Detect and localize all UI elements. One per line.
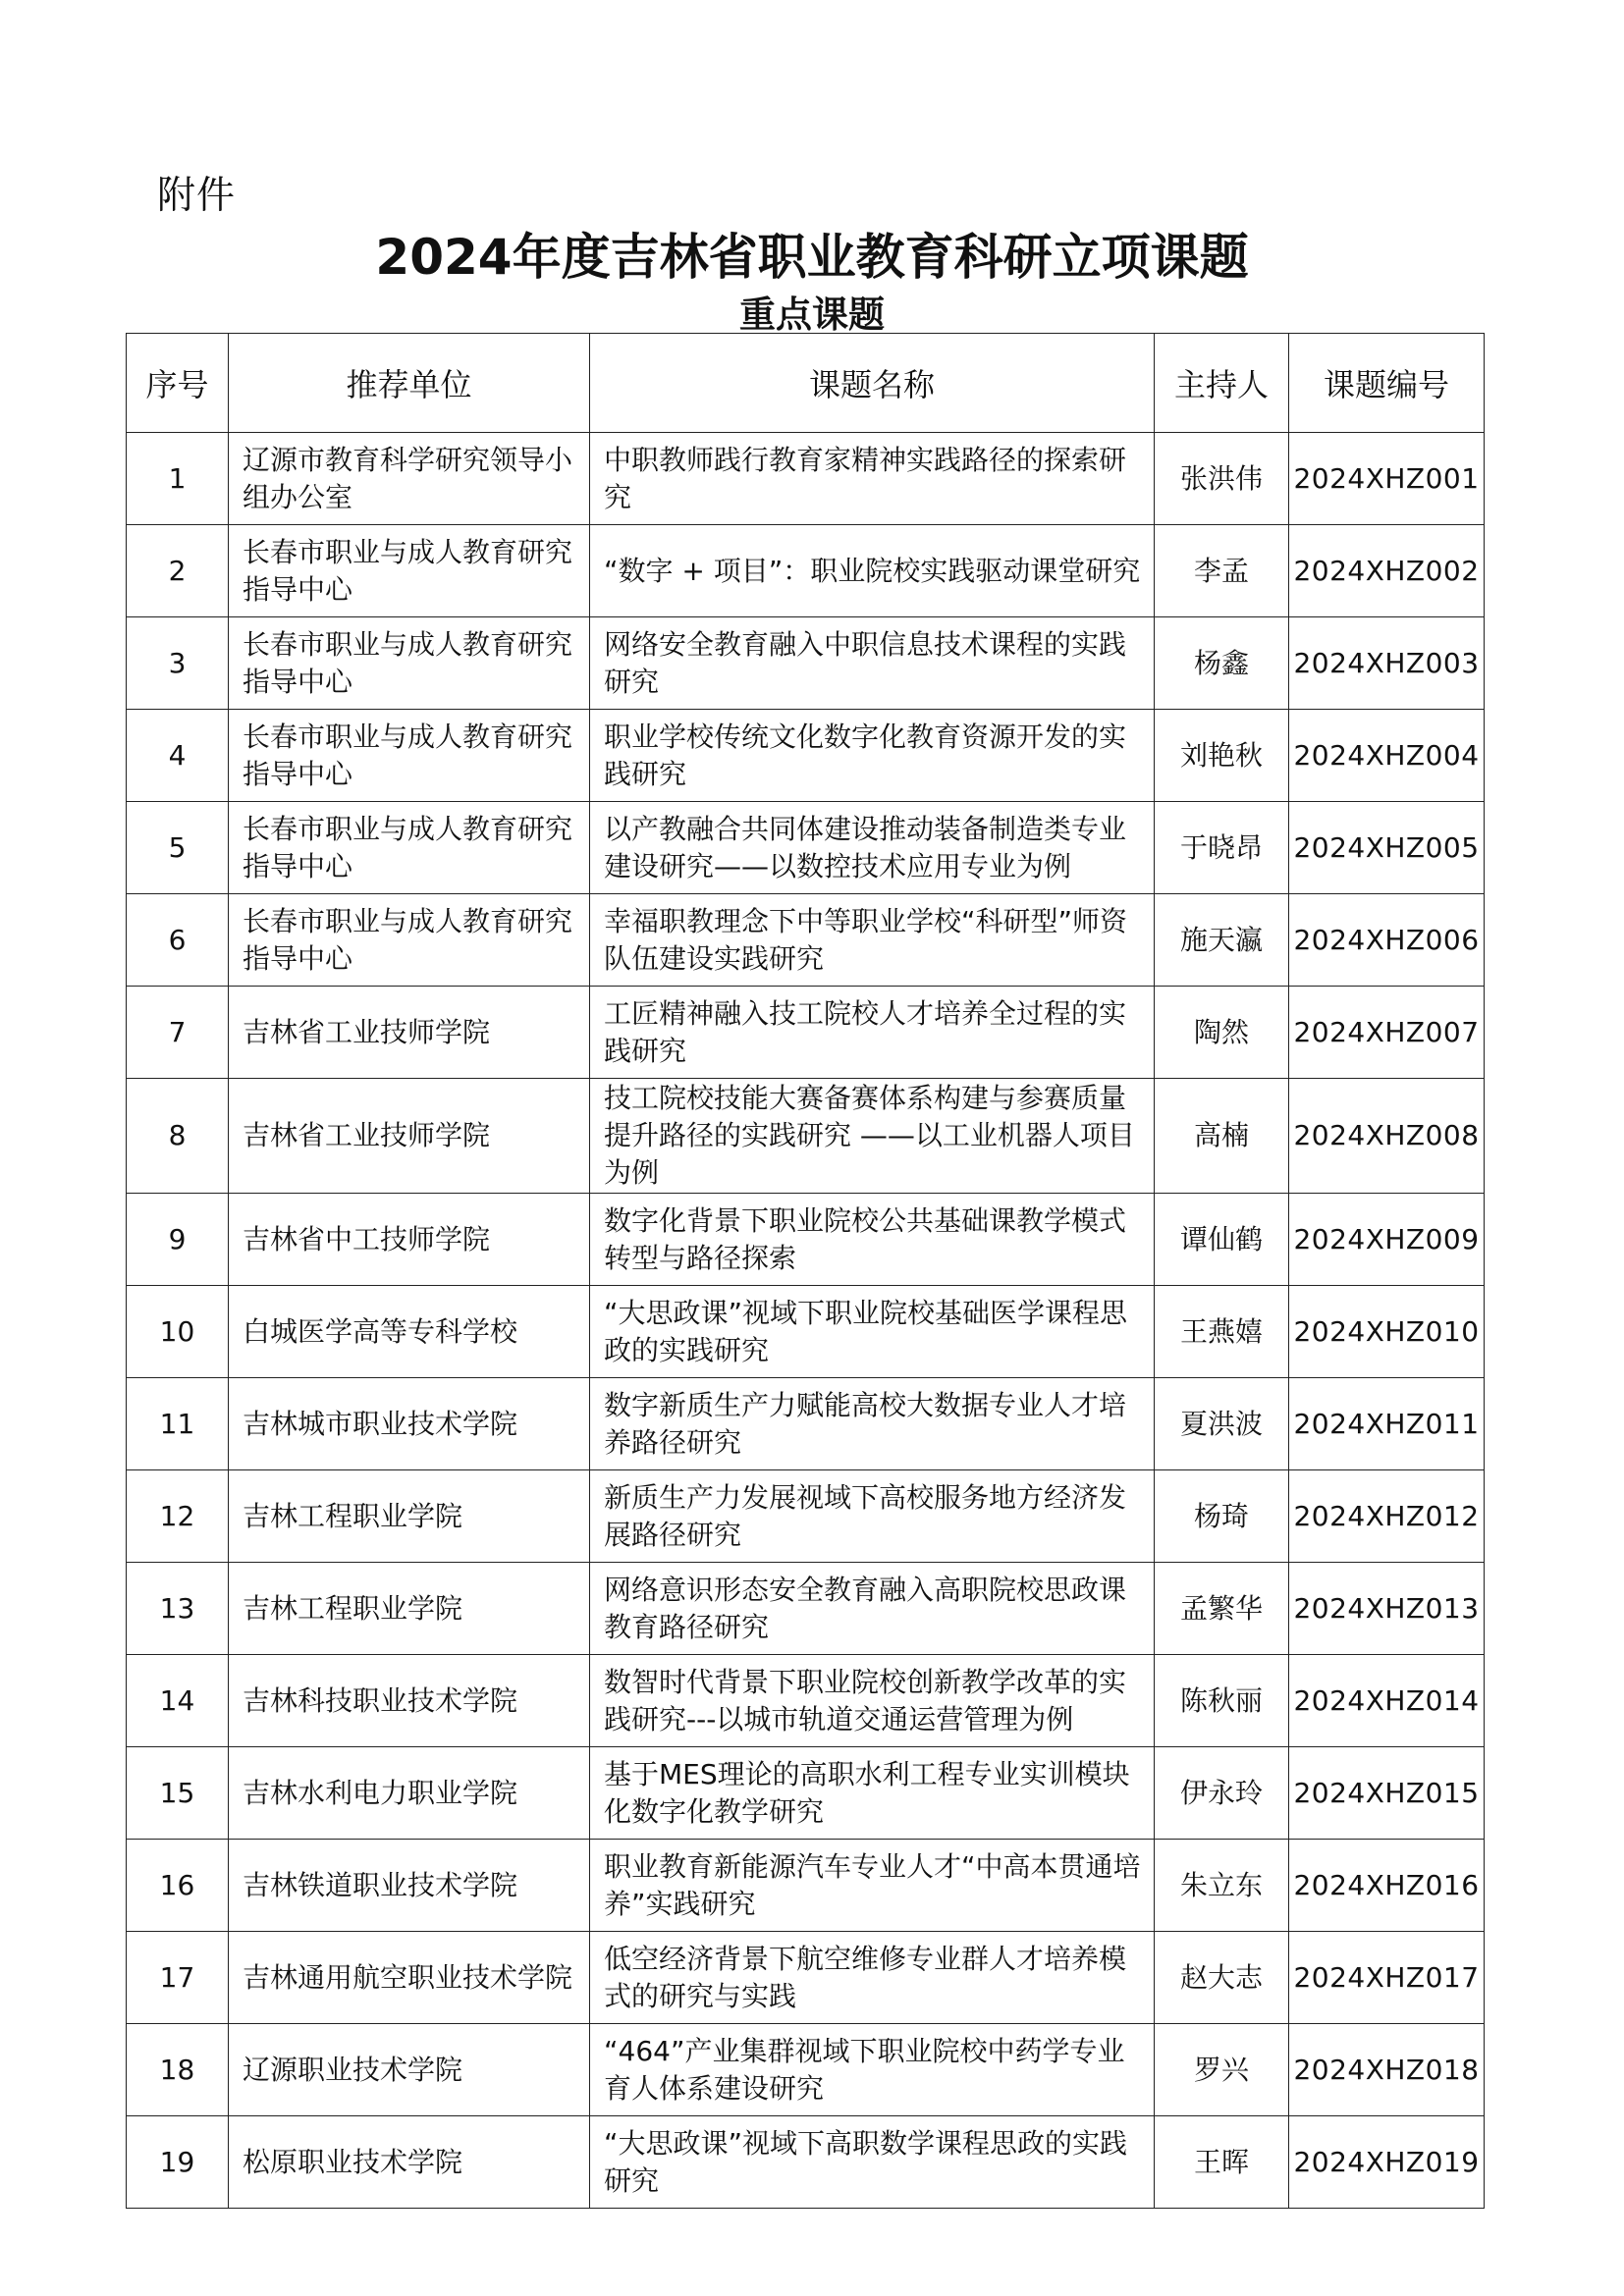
table-row bbox=[127, 1747, 1485, 1840]
attachment-label: 附件 bbox=[157, 174, 237, 218]
table-row bbox=[127, 2024, 1485, 2116]
header-name: 课题名称 bbox=[590, 334, 1155, 433]
table-row bbox=[127, 1655, 1485, 1747]
project-title: 幸福职教理念下中等职业学校“科研型”师资队伍建设实践研究 bbox=[590, 894, 1155, 987]
project-code: 2024XHZ014 bbox=[1289, 1655, 1485, 1747]
project-title: 数字新质生产力赋能高校大数据专业人才培养路径研究 bbox=[590, 1378, 1155, 1470]
project-host: 杨鑫 bbox=[1155, 617, 1289, 710]
table-row bbox=[127, 1378, 1485, 1470]
table-row bbox=[127, 1079, 1485, 1194]
project-host: 李孟 bbox=[1155, 525, 1289, 617]
project-code: 2024XHZ010 bbox=[1289, 1286, 1485, 1378]
recommending-unit: 吉林省工业技师学院 bbox=[229, 987, 590, 1079]
row-number: 7 bbox=[127, 987, 229, 1079]
row-number: 17 bbox=[127, 1932, 229, 2024]
row-number: 13 bbox=[127, 1563, 229, 1655]
recommending-unit: 吉林城市职业技术学院 bbox=[229, 1378, 590, 1470]
project-title: 中职教师践行教育家精神实践路径的探索研究 bbox=[590, 433, 1155, 525]
table-row bbox=[127, 710, 1485, 802]
row-number: 8 bbox=[127, 1079, 229, 1194]
recommending-unit: 辽源职业技术学院 bbox=[229, 2024, 590, 2116]
project-host: 王燕嬉 bbox=[1155, 1286, 1289, 1378]
project-title: 网络安全教育融入中职信息技术课程的实践研究 bbox=[590, 617, 1155, 710]
project-code: 2024XHZ006 bbox=[1289, 894, 1485, 987]
project-title: “数字 + 项目”：职业院校实践驱动课堂研究 bbox=[590, 525, 1155, 617]
project-code: 2024XHZ005 bbox=[1289, 802, 1485, 894]
header-num: 序号 bbox=[127, 334, 229, 433]
project-code: 2024XHZ009 bbox=[1289, 1194, 1485, 1286]
project-title: “464”产业集群视域下职业院校中药学专业育人体系建设研究 bbox=[590, 2024, 1155, 2116]
recommending-unit: 长春市职业与成人教育研究指导中心 bbox=[229, 617, 590, 710]
project-code: 2024XHZ001 bbox=[1289, 433, 1485, 525]
project-title: 低空经济背景下航空维修专业群人才培养模式的研究与实践 bbox=[590, 1932, 1155, 2024]
table-row bbox=[127, 1286, 1485, 1378]
row-number: 1 bbox=[127, 433, 229, 525]
project-host: 刘艳秋 bbox=[1155, 710, 1289, 802]
recommending-unit: 辽源市教育科学研究领导小组办公室 bbox=[229, 433, 590, 525]
row-number: 9 bbox=[127, 1194, 229, 1286]
table-row bbox=[127, 1932, 1485, 2024]
project-host: 夏洪波 bbox=[1155, 1378, 1289, 1470]
project-code: 2024XHZ017 bbox=[1289, 1932, 1485, 2024]
recommending-unit: 吉林科技职业技术学院 bbox=[229, 1655, 590, 1747]
project-title: 职业学校传统文化数字化教育资源开发的实践研究 bbox=[590, 710, 1155, 802]
project-host: 王晖 bbox=[1155, 2116, 1289, 2209]
table-header bbox=[127, 334, 1485, 433]
project-title: 网络意识形态安全教育融入高职院校思政课教育路径研究 bbox=[590, 1563, 1155, 1655]
recommending-unit: 吉林省工业技师学院 bbox=[229, 1079, 590, 1194]
table-row bbox=[127, 802, 1485, 894]
table-row bbox=[127, 894, 1485, 987]
project-code: 2024XHZ016 bbox=[1289, 1840, 1485, 1932]
project-code: 2024XHZ004 bbox=[1289, 710, 1485, 802]
project-code: 2024XHZ019 bbox=[1289, 2116, 1485, 2209]
recommending-unit: 吉林工程职业学院 bbox=[229, 1563, 590, 1655]
row-number: 12 bbox=[127, 1470, 229, 1563]
row-number: 18 bbox=[127, 2024, 229, 2116]
project-title: 以产教融合共同体建设推动装备制造类专业建设研究——以数控技术应用专业为例 bbox=[590, 802, 1155, 894]
project-host: 朱立东 bbox=[1155, 1840, 1289, 1932]
project-title: “大思政课”视域下高职数学课程思政的实践研究 bbox=[590, 2116, 1155, 2209]
row-number: 16 bbox=[127, 1840, 229, 1932]
row-number: 3 bbox=[127, 617, 229, 710]
table-row bbox=[127, 1840, 1485, 1932]
document-title: 2024年度吉林省职业教育科研立项课题 bbox=[375, 229, 1249, 286]
row-number: 19 bbox=[127, 2116, 229, 2209]
projects-table bbox=[126, 333, 1485, 2209]
project-code: 2024XHZ007 bbox=[1289, 987, 1485, 1079]
table-row bbox=[127, 1563, 1485, 1655]
project-host: 杨琦 bbox=[1155, 1470, 1289, 1563]
project-host: 伊永玲 bbox=[1155, 1747, 1289, 1840]
recommending-unit: 长春市职业与成人教育研究指导中心 bbox=[229, 525, 590, 617]
project-code: 2024XHZ013 bbox=[1289, 1563, 1485, 1655]
header-code: 课题编号 bbox=[1289, 334, 1485, 433]
row-number: 11 bbox=[127, 1378, 229, 1470]
project-host: 高楠 bbox=[1155, 1079, 1289, 1194]
recommending-unit: 长春市职业与成人教育研究指导中心 bbox=[229, 802, 590, 894]
table-row bbox=[127, 1470, 1485, 1563]
project-host: 施天瀛 bbox=[1155, 894, 1289, 987]
project-host: 陶然 bbox=[1155, 987, 1289, 1079]
project-host: 陈秋丽 bbox=[1155, 1655, 1289, 1747]
project-host: 张洪伟 bbox=[1155, 433, 1289, 525]
row-number: 4 bbox=[127, 710, 229, 802]
table-row bbox=[127, 525, 1485, 617]
project-host: 罗兴 bbox=[1155, 2024, 1289, 2116]
recommending-unit: 长春市职业与成人教育研究指导中心 bbox=[229, 894, 590, 987]
row-number: 5 bbox=[127, 802, 229, 894]
project-code: 2024XHZ018 bbox=[1289, 2024, 1485, 2116]
recommending-unit: 吉林水利电力职业学院 bbox=[229, 1747, 590, 1840]
table-row bbox=[127, 1194, 1485, 1286]
recommending-unit: 吉林工程职业学院 bbox=[229, 1470, 590, 1563]
row-number: 10 bbox=[127, 1286, 229, 1378]
project-title: 数智时代背景下职业院校创新教学改革的实践研究---以城市轨道交通运营管理为例 bbox=[590, 1655, 1155, 1747]
project-host: 赵大志 bbox=[1155, 1932, 1289, 2024]
row-number: 15 bbox=[127, 1747, 229, 1840]
project-code: 2024XHZ011 bbox=[1289, 1378, 1485, 1470]
header-unit: 推荐单位 bbox=[229, 334, 590, 433]
project-title: 数字化背景下职业院校公共基础课教学模式转型与路径探索 bbox=[590, 1194, 1155, 1286]
row-number: 6 bbox=[127, 894, 229, 987]
recommending-unit: 松原职业技术学院 bbox=[229, 2116, 590, 2209]
recommending-unit: 白城医学高等专科学校 bbox=[229, 1286, 590, 1378]
recommending-unit: 吉林铁道职业技术学院 bbox=[229, 1840, 590, 1932]
project-title: 工匠精神融入技工院校人才培养全过程的实践研究 bbox=[590, 987, 1155, 1079]
recommending-unit: 吉林省中工技师学院 bbox=[229, 1194, 590, 1286]
project-title: 新质生产力发展视域下高校服务地方经济发展路径研究 bbox=[590, 1470, 1155, 1563]
table-row bbox=[127, 433, 1485, 525]
header-row bbox=[127, 334, 1485, 433]
project-code: 2024XHZ015 bbox=[1289, 1747, 1485, 1840]
row-number: 14 bbox=[127, 1655, 229, 1747]
recommending-unit: 吉林通用航空职业技术学院 bbox=[229, 1932, 590, 2024]
project-code: 2024XHZ012 bbox=[1289, 1470, 1485, 1563]
project-host: 孟繁华 bbox=[1155, 1563, 1289, 1655]
project-title: 技工院校技能大赛备赛体系构建与参赛质量提升路径的实践研究 ——以工业机器人项目为例 bbox=[590, 1079, 1155, 1194]
project-code: 2024XHZ003 bbox=[1289, 617, 1485, 710]
header-host: 主持人 bbox=[1155, 334, 1289, 433]
table-body bbox=[127, 433, 1485, 2209]
table-row bbox=[127, 2116, 1485, 2209]
recommending-unit: 长春市职业与成人教育研究指导中心 bbox=[229, 710, 590, 802]
table-row bbox=[127, 617, 1485, 710]
project-code: 2024XHZ002 bbox=[1289, 525, 1485, 617]
project-host: 谭仙鹤 bbox=[1155, 1194, 1289, 1286]
project-code: 2024XHZ008 bbox=[1289, 1079, 1485, 1194]
project-title: 基于MES理论的高职水利工程专业实训模块化数字化教学研究 bbox=[590, 1747, 1155, 1840]
project-title: 职业教育新能源汽车专业人才“中高本贯通培养”实践研究 bbox=[590, 1840, 1155, 1932]
document-subtitle: 重点课题 bbox=[739, 294, 885, 336]
table-row bbox=[127, 987, 1485, 1079]
project-host: 于晓昂 bbox=[1155, 802, 1289, 894]
row-number: 2 bbox=[127, 525, 229, 617]
project-title: “大思政课”视域下职业院校基础医学课程思政的实践研究 bbox=[590, 1286, 1155, 1378]
